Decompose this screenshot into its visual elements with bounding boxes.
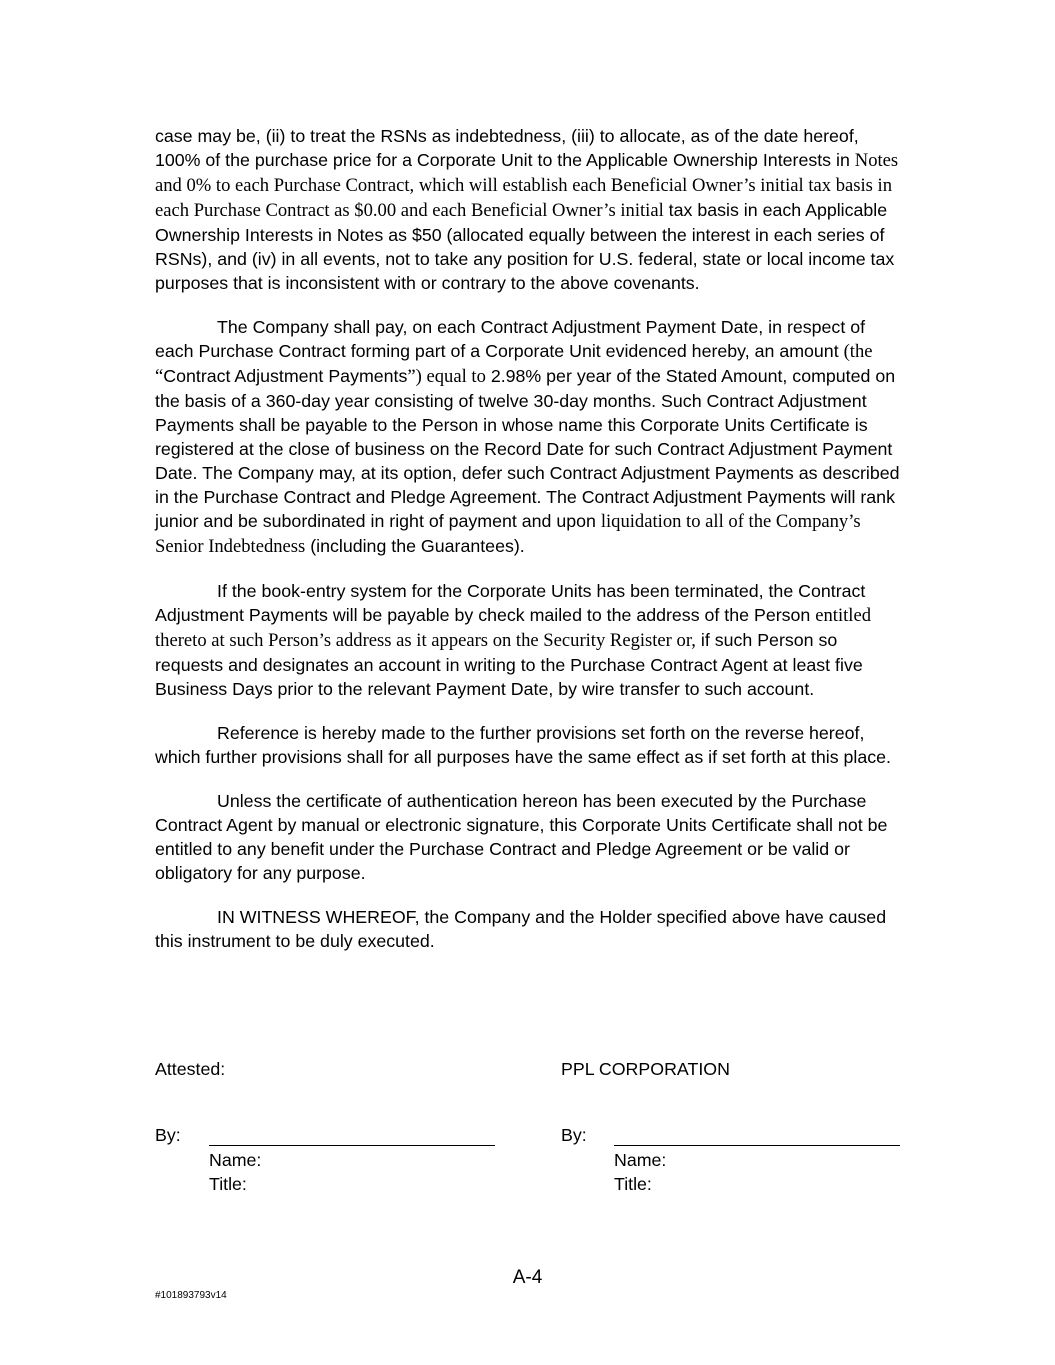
tax-treatment-text-part-1: case may be, (ii) to treat the RSNs as indebtedness, (iii) to allocate, as of the date hereof, 100% of the purchase price for a Corporate Unit to the Applicable Ownership Interests in (155, 126, 859, 170)
book-entry-text-part-2: entitled thereto at such Person’s address as it appears on the Security Register or, (155, 605, 871, 651)
contract-adjustment-text-part-6: (including the Guarantees). (305, 536, 525, 556)
contract-adjustment-text-part-5: liquidation to all of the Company’s Senior Indebtedness (155, 511, 861, 557)
contract-adjustment-text-part-2: (the “ (155, 341, 873, 387)
contract-adjustment-text-part-4: 2.98% per year of the Stated Amount, computed on the basis of a 360-day year consisting of twelve 30-day months. Such Contract Adjustment Payments shall be payable to the Person in whose name this Corporate Units Certificate is registered at the close of business on the Record Date for such Contract Adjustment Payment Date. The Company may, at its option, defer such Contract Adjustment Payments as described in the Purchase Contract and Pledge Agreement. The Contract Adjustment Payments will rank junior and be subordinated in right of payment and upon (155, 366, 900, 531)
right-name-label: Name: (614, 1150, 667, 1170)
right-by-label: By: (561, 1125, 587, 1145)
contract-adjustment-defined-term: Contract Adjustment Payments (163, 366, 408, 386)
company-name-heading: PPL CORPORATION (561, 1059, 730, 1079)
left-by-label: By: (155, 1125, 181, 1145)
contract-adjustment-payments-paragraph (155, 315, 900, 559)
page-number: A-4 (512, 1267, 543, 1288)
book-entry-paragraph (155, 579, 900, 701)
document-body (155, 124, 900, 973)
tax-treatment-text-part-2: Notes and 0% to each Purchase Contract, which will establish each Beneficial Owner’s initial tax basis in each Purchase Contract as $0.00 and each Beneficial Owner’s initial (155, 150, 899, 221)
book-entry-text-part-1: If the book-entry system for the Corporate Units has been terminated, the Contract Adjustment Payments will be payable by check mailed to the address of the Person (155, 581, 866, 625)
left-signature-line (209, 1145, 495, 1146)
reverse-provisions-paragraph: Reference is hereby made to the further provisions set forth on the reverse hereof, which further provisions shall for all purposes have the same effect as if set forth at this place. (155, 723, 891, 767)
in-witness-paragraph: IN WITNESS WHEREOF, the Company and the Holder specified above have caused this instrument to be duly executed. (155, 907, 887, 951)
contract-adjustment-text-part-1: The Company shall pay, on each Contract Adjustment Payment Date, in respect of each Purchase Contract forming part of a Corporate Unit evidenced hereby, an amount (155, 317, 866, 361)
right-title-label: Title: (614, 1174, 652, 1194)
right-signature-line (614, 1145, 900, 1146)
attested-label: Attested: (155, 1059, 226, 1079)
tax-treatment-text-part-3: tax basis in each Applicable Ownership Interests in Notes as $50 (allocated equally between the interest in each series of RSNs), and (iv) in all events, not to take any position for U.S. federal, state or local income tax purposes that is inconsistent with or contrary to the above covenants. (155, 200, 895, 293)
left-name-label: Name: (209, 1150, 262, 1170)
book-entry-text-part-3: if such Person so requests and designates an account in writing to the Purchase Contract Agent at least five Business Days prior to the relevant Payment Date, by wire transfer to such account. (155, 630, 863, 699)
left-title-label: Title: (209, 1174, 247, 1194)
authentication-paragraph: Unless the certificate of authentication hereon has been executed by the Purchase Contract Agent by manual or electronic signature, this Corporate Units Certificate shall not be entitled to any benefit under the Purchase Contract and Pledge Agreement or be valid or obligatory for any purpose. (155, 791, 888, 883)
contract-adjustment-text-part-3: ”) equal to (407, 366, 486, 387)
document-id: #101893793v14 (155, 1290, 227, 1301)
tax-treatment-paragraph (155, 124, 900, 295)
